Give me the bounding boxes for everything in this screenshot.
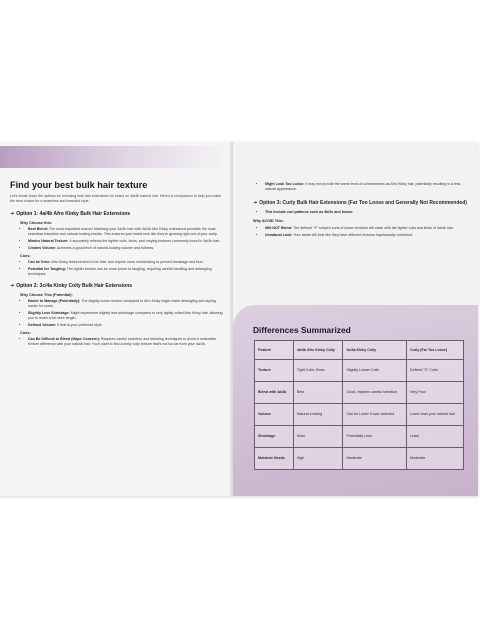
- table-cell: Best: [293, 382, 343, 404]
- list-item: • Can Be Difficult to Blend (Major Concern): Requires careful selection and blending techniques to avoid a noticeable texture difference with your natural hair. You'll want to find a kinky coily texture that's not too far from your 4a/4b.: [28, 337, 224, 347]
- table-cell: Moderate: [407, 448, 464, 470]
- option-2-cons-list: [10, 337, 224, 347]
- option-2-cons-label: Cons:: [20, 331, 31, 336]
- list-item: • Potential for Tangling: The tighter texture can be more prone to tangling, requiring careful handling and detangling techniques.: [28, 267, 224, 277]
- summary-title: Differences Summarized: [253, 325, 351, 335]
- table-row: [255, 448, 464, 470]
- option-1-cons-label: Cons:: [20, 254, 31, 259]
- option-3-include-list: [253, 210, 468, 215]
- table-cell: Lower than your natural hair: [407, 404, 464, 426]
- table-cell: Can be Lower if over-selected: [343, 404, 407, 426]
- table-cell: Defined "S" Curls: [407, 360, 464, 382]
- table-cell: Very Poor: [407, 382, 464, 404]
- table-cell: Texture: [255, 360, 294, 382]
- list-item: • Best Blend: The most important reason! Matching your 4a/4b hair with 4a/4b Afro Kinky extensions provides the most seamless transition and natural-looking results. This ensures your twists look like they're growing right out of your scalp.: [28, 227, 224, 237]
- left-page-content: [10, 180, 224, 350]
- option-3-avoid-list: [253, 226, 468, 238]
- intro-paragraph: Let's break down the options for choosing bulk hair extensions for twists on 4a/4b natural hair. Here's a comparison to help you make the best choice for a seamless and beautiful style.: [10, 194, 222, 203]
- option-2-why-list: [10, 299, 224, 328]
- table-row: [255, 360, 464, 382]
- option-2-why-label: Why Choose This (Potential):: [20, 293, 73, 298]
- option-3-avoid-label: Why AVOID This:: [253, 218, 284, 223]
- table-header-cell: Curly (Far Too Loose): [407, 341, 464, 360]
- table-cell: Potentially Less: [343, 426, 407, 448]
- option-1-why-list: [10, 227, 224, 251]
- option-1-cons-list: [10, 260, 224, 277]
- list-item: • Unnatural Look: Your twists will look like they have different textures haphazardly combined.: [265, 233, 468, 238]
- right-page-content: [253, 182, 468, 241]
- table-cell: Natural-Looking: [293, 404, 343, 426]
- option-2-cons-continued: [253, 182, 468, 192]
- list-item: • Defined Volume: If that is your preferred style.: [28, 323, 224, 328]
- table-cell: Tight Coils, Kinks: [293, 360, 343, 382]
- table-cell: Good, requires careful selection: [343, 382, 407, 404]
- table-header-cell: Feature: [255, 341, 294, 360]
- table-header-cell: 3c/4a Kinky Coily: [343, 341, 407, 360]
- left-page: [0, 142, 233, 496]
- option-3-heading: ➜ Option 3: Curly Bulk Hair Extensions (Far Too Loose and Generally Not Recommended): [253, 199, 467, 206]
- pointer-icon: ➜: [253, 199, 258, 206]
- list-item: • Might Look Too Loose: It may not provide the same level of cohesiveness as Afro Kinky hair, potentially resulting in a less natural appearance.: [265, 182, 468, 192]
- list-item: • Mimics Natural Texture: It accurately reflects the tighter coils, kinks, and varying textures commonly found in 4a/4b hair.: [28, 239, 224, 244]
- pointer-icon: ➜: [10, 283, 15, 290]
- open-booklet: [0, 142, 478, 496]
- table-cell: Least: [407, 426, 464, 448]
- table-row: [255, 404, 464, 426]
- table-cell: Moisture Needs: [255, 448, 294, 470]
- list-item: • Will NOT Blend: The defined "S" shaped curls of looser textures will clash with the tighter coils and kinks of 4a/4b hair.: [265, 226, 468, 231]
- list-item: • This include curl patterns such as 3b/3c and looser.: [265, 210, 468, 215]
- table-cell: Moderate: [343, 448, 407, 470]
- table-cell: High: [293, 448, 343, 470]
- table-header-cell: 4a/4b Afro Kinky Coily: [293, 341, 343, 360]
- pointer-icon: ➜: [10, 211, 15, 217]
- table-cell: Volume: [255, 404, 294, 426]
- list-item: • Can be Drier: Afro Kinky textures tend to be drier and require more moisturizing to prevent breakage and frizz.: [28, 260, 224, 265]
- list-item: • Easier to Manage (Potentially): The slightly looser texture compared to Afro Kinky might make detangling and styling easier for some.: [28, 299, 224, 309]
- table-row: [255, 382, 464, 404]
- table-row: [255, 426, 464, 448]
- table-cell: Shrinkage: [255, 426, 294, 448]
- header-color-band: [0, 146, 233, 168]
- list-item: • Slightly Less Shrinkage: Might experience slightly less shrinkage compared to very tightly coiled Afro Kinky hair, allowing you to retain a bit more length.: [28, 311, 224, 321]
- option-2-heading: ➜ Option 2: 3c/4a Kinky Coily Bulk Hair Extensions: [10, 283, 133, 290]
- differences-table: [254, 340, 464, 470]
- table-cell: More: [293, 426, 343, 448]
- table-cell: Blend with 4a/4b: [255, 382, 294, 404]
- list-item: • Creates Volume: Achieves a good level of natural-looking volume and fullness.: [28, 246, 224, 251]
- option-1-heading: ➜ Option 1: 4a/4b Afro Kinky Bulk Hair Extensions: [10, 211, 131, 217]
- table-header-row: [255, 341, 464, 360]
- page-title: Find your best bulk hair texture: [10, 180, 148, 190]
- table-cell: Slightly Looser Coils: [343, 360, 407, 382]
- right-page: [233, 142, 478, 496]
- option-1-why-label: Why Choose this:: [20, 221, 53, 225]
